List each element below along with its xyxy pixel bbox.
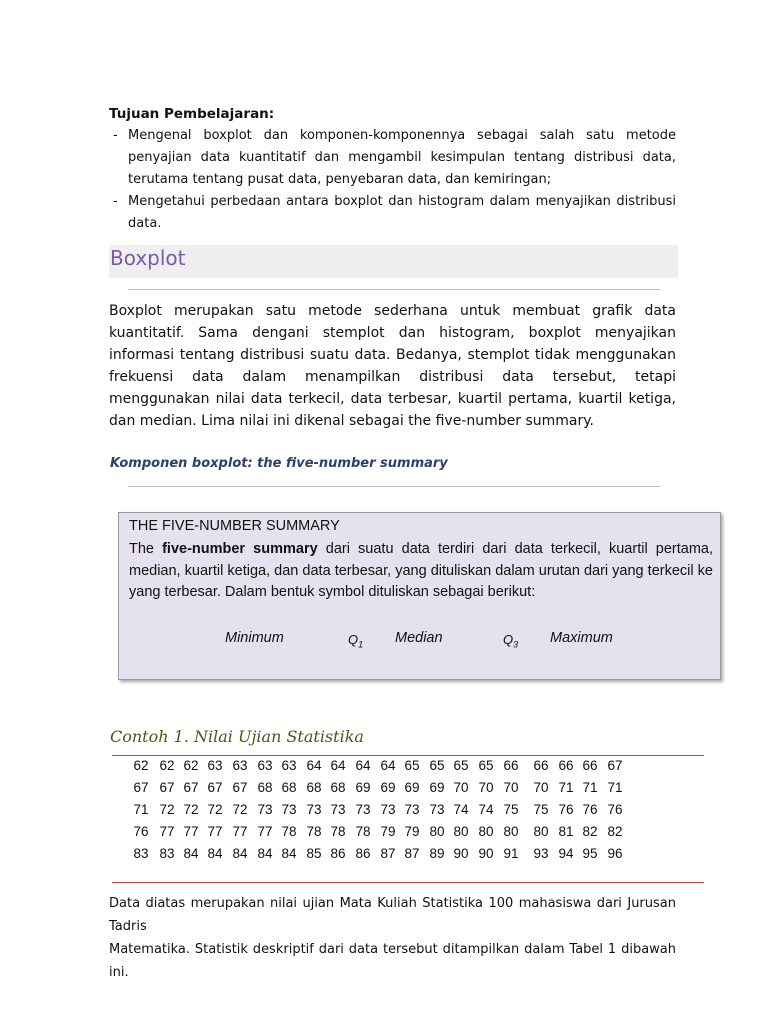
label-q1: $Q_1$: [348, 632, 364, 650]
score-cell: 69: [355, 780, 371, 795]
score-row: [127, 758, 703, 780]
score-cell: 67: [207, 780, 223, 795]
score-cell: 84: [281, 846, 297, 861]
score-cell: 91: [503, 846, 519, 861]
score-cell: 68: [257, 780, 273, 795]
score-cell: 65: [453, 758, 469, 773]
score-cell: 72: [232, 802, 248, 817]
section-divider: [128, 289, 660, 290]
example-title: Contoh 1. Nilai Ujian Statistika: [110, 727, 364, 746]
objective-item: - Mengetahui perbedaan antara boxplot dan histogram dalam menyajikan distribusi data.: [109, 191, 676, 235]
score-cell: 78: [330, 824, 346, 839]
score-cell: 70: [533, 780, 549, 795]
score-cell: 67: [232, 780, 248, 795]
score-cell: 63: [232, 758, 248, 773]
score-cell: 67: [133, 780, 149, 795]
section-title: Boxplot: [110, 246, 186, 270]
score-cell: 85: [306, 846, 322, 861]
score-cell: 69: [429, 780, 445, 795]
score-cell: 90: [478, 846, 494, 861]
subheading: Komponen boxplot: the five-number summary: [110, 456, 448, 471]
score-cell: 78: [306, 824, 322, 839]
score-cell: 76: [558, 802, 574, 817]
score-cell: 72: [207, 802, 223, 817]
score-cell: 87: [404, 846, 420, 861]
section-title-band: [109, 245, 678, 278]
score-cell: 95: [582, 846, 598, 861]
score-cell: 73: [330, 802, 346, 817]
score-cell: 78: [355, 824, 371, 839]
score-cell: 80: [533, 824, 549, 839]
score-cell: 89: [429, 846, 445, 861]
score-cell: 86: [330, 846, 346, 861]
score-cell: 83: [159, 846, 175, 861]
score-cell: 62: [133, 758, 149, 773]
score-cell: 84: [183, 846, 199, 861]
score-row: [127, 824, 703, 846]
score-cell: 93: [533, 846, 549, 861]
score-cell: 76: [582, 802, 598, 817]
score-cell: 77: [232, 824, 248, 839]
example-bottom-rule: [112, 882, 704, 883]
score-cell: 66: [558, 758, 574, 773]
score-cell: 73: [404, 802, 420, 817]
score-cell: 75: [503, 802, 519, 817]
score-cell: 87: [380, 846, 396, 861]
score-cell: 66: [533, 758, 549, 773]
score-cell: 64: [306, 758, 322, 773]
summary-box-title: THE FIVE-NUMBER SUMMARY: [129, 518, 340, 534]
score-cell: 73: [380, 802, 396, 817]
score-cell: 65: [478, 758, 494, 773]
score-cell: 72: [183, 802, 199, 817]
closing-line: Matematika. Statistik deskriptif dari data tersebut ditampilkan dalam Tabel 1 dibawah ini.: [109, 942, 676, 980]
score-cell: 64: [330, 758, 346, 773]
example-top-rule: [112, 755, 704, 756]
five-number-summary-box: [118, 512, 721, 680]
score-cell: 62: [159, 758, 175, 773]
score-cell: 67: [183, 780, 199, 795]
score-cell: 96: [607, 846, 623, 861]
score-cell: 84: [257, 846, 273, 861]
score-cell: 73: [257, 802, 273, 817]
score-cell: 68: [281, 780, 297, 795]
score-cell: 71: [133, 802, 149, 817]
subheading-divider: [128, 486, 660, 487]
score-cell: 83: [133, 846, 149, 861]
score-cell: 70: [453, 780, 469, 795]
label-q3: $Q_3$: [503, 632, 519, 650]
score-cell: 77: [183, 824, 199, 839]
score-cell: 75: [533, 802, 549, 817]
score-cell: 74: [453, 802, 469, 817]
score-cell: 63: [281, 758, 297, 773]
score-cell: 67: [607, 758, 623, 773]
label-maximum: Maximum: [550, 630, 613, 646]
score-cell: 73: [429, 802, 445, 817]
score-cell: 79: [404, 824, 420, 839]
score-cell: 71: [607, 780, 623, 795]
score-cell: 70: [503, 780, 519, 795]
score-cell: 80: [503, 824, 519, 839]
score-cell: 77: [257, 824, 273, 839]
summary-term: five-number summary: [162, 541, 318, 557]
score-cell: 63: [257, 758, 273, 773]
score-cell: 69: [380, 780, 396, 795]
score-cell: 81: [558, 824, 574, 839]
score-row: [127, 802, 703, 824]
score-cell: 77: [207, 824, 223, 839]
score-cell: 65: [404, 758, 420, 773]
score-cell: 64: [355, 758, 371, 773]
score-cell: 84: [207, 846, 223, 861]
score-cell: 90: [453, 846, 469, 861]
score-cell: 79: [380, 824, 396, 839]
score-cell: 82: [607, 824, 623, 839]
closing-paragraph: [109, 892, 676, 984]
score-cell: 73: [281, 802, 297, 817]
score-cell: 64: [380, 758, 396, 773]
score-cell: 94: [558, 846, 574, 861]
score-cell: 73: [355, 802, 371, 817]
objectives-list: [109, 125, 676, 235]
score-cell: 78: [281, 824, 297, 839]
score-cell: 63: [207, 758, 223, 773]
objective-item: - Mengenal boxplot dan komponen-komponennya sebagai salah satu metode penyajian data kuantitatif dan mengambil kesimpulan tentang distribusi data, terutama tentang pusat data, penyebaran data, dan kemiringan;: [109, 125, 676, 191]
score-cell: 77: [159, 824, 175, 839]
score-cell: 71: [558, 780, 574, 795]
score-row: [127, 780, 703, 802]
summary-box-text: The five-number summary dari suatu data terdiri dari data terkecil, kuartil pertama, median, kuartil ketiga, dan data terbesar, yang dituliskan dalam urutan dari yang terkecil ke yang terbesar. Dalam bentuk symbol dituliskan sebagai berikut:: [129, 541, 713, 600]
score-cell: 76: [607, 802, 623, 817]
score-cell: 80: [453, 824, 469, 839]
label-median: Median: [395, 630, 443, 646]
label-minimum: Minimum: [225, 630, 284, 646]
score-cell: 82: [582, 824, 598, 839]
score-cell: 66: [582, 758, 598, 773]
score-grid: [127, 758, 703, 868]
score-cell: 84: [232, 846, 248, 861]
score-cell: 62: [183, 758, 199, 773]
intro-paragraph: Boxplot merupakan satu metode sederhana untuk membuat grafik data kuantitatif. Sama dengani stemplot dan histogram, boxplot menyajikan informasi tentang distribusi suatu data. Bedanya, stemplot tidak menggunakan frekuensi data dalam menampilkan distribusi data tersebut, tetapi menggunakan nilai data terkecil, data terbesar, kuartil pertama, kuartil ketiga, dan median. Lima nilai ini dikenal sebagai the five-number summary.: [109, 303, 676, 429]
score-cell: 74: [478, 802, 494, 817]
score-cell: 68: [330, 780, 346, 795]
score-cell: 69: [404, 780, 420, 795]
score-cell: 72: [159, 802, 175, 817]
score-cell: 76: [133, 824, 149, 839]
score-cell: 68: [306, 780, 322, 795]
score-cell: 80: [429, 824, 445, 839]
score-cell: 73: [306, 802, 322, 817]
score-cell: 70: [478, 780, 494, 795]
score-cell: 71: [582, 780, 598, 795]
score-cell: 66: [503, 758, 519, 773]
score-row: [127, 846, 703, 868]
closing-line: Data diatas merupakan nilai ujian Mata Kuliah Statistika 100 mahasiswa dari Jurusan Tadris: [109, 896, 676, 934]
score-cell: 86: [355, 846, 371, 861]
score-cell: 67: [159, 780, 175, 795]
objectives-heading: Tujuan Pembelajaran:: [109, 106, 275, 122]
score-cell: 65: [429, 758, 445, 773]
score-cell: 80: [478, 824, 494, 839]
